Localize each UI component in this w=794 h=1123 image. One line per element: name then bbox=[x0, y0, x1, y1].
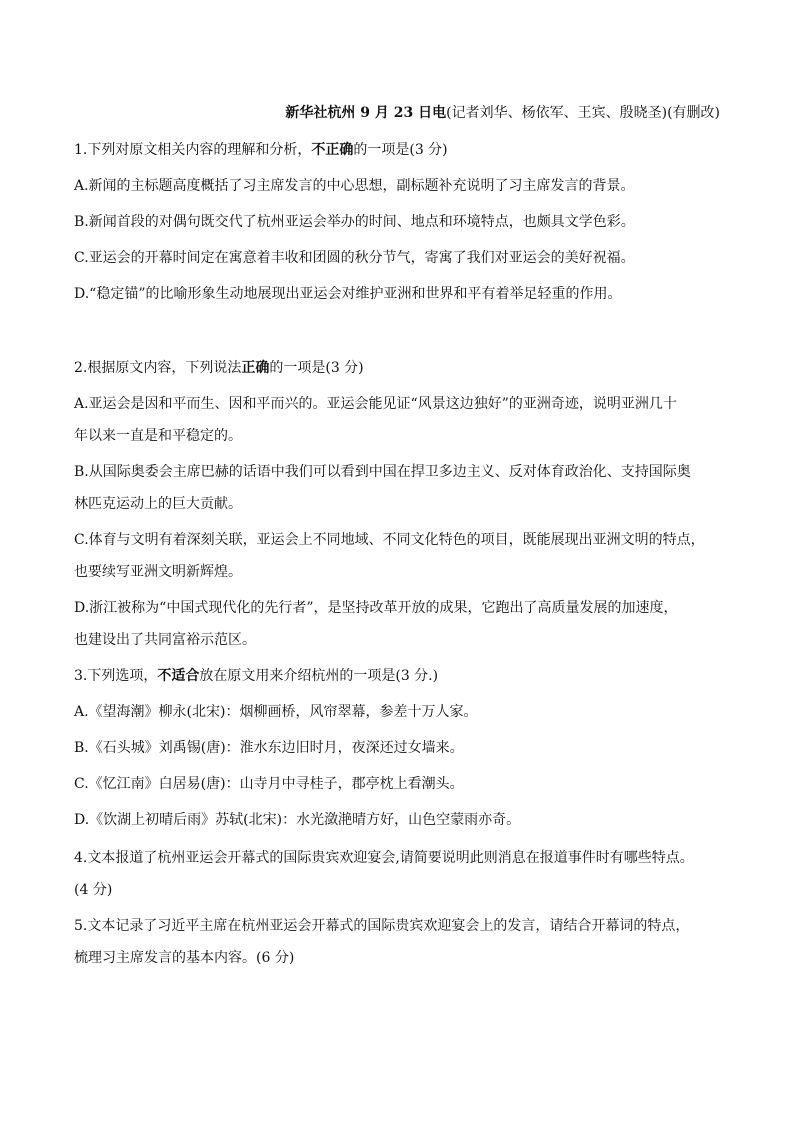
q1-option-a: A.新闻的主标题高度概括了习主席发言的中心思想，副标题补充说明了习主席发言的背景。 bbox=[74, 178, 635, 194]
news-byline: (记者刘华、杨依军、王宾、殷晓圣)(有删改) bbox=[446, 105, 720, 121]
q1-option-c: C.亚运会的开幕时间定在寓意着丰收和团圆的秋分节气，寄寓了我们对亚运会的美好祝福。 bbox=[74, 250, 635, 266]
q3-option-c: C.《忆江南》白居易(唐)：山寺月中寻桂子，郡亭枕上看潮头。 bbox=[74, 776, 464, 792]
question-stem: 2.根据原文内容，下列说法正确的一项是(3 分) bbox=[74, 360, 364, 376]
question-4: 4.文本报道了杭州亚运会开幕式的国际贵宾欢迎宴会,请简要说明此则消息在报道事件时有哪些特点。 (4 分) bbox=[74, 850, 694, 898]
question-stem: 3.下列选项，不适合放在原文用来介绍杭州的一项是(3 分.) bbox=[74, 668, 439, 684]
q3-option-b: B.《石头城》刘禹锡(唐)：淮水东边旧时月，夜深还过女墙来。 bbox=[74, 740, 464, 756]
news-source-line bbox=[285, 103, 720, 123]
news-agency: 新华社杭州 bbox=[285, 105, 356, 121]
question-5: 5.文本记录了习近平主席在杭州亚运会开幕式的国际贵宾欢迎宴会上的发言，请结合开幕词的特点， 梳理习主席发言的基本内容。(6 分) bbox=[74, 918, 690, 966]
q3-option-a: A.《望海潮》柳永(北宋)：烟柳画桥，风帘翠幕，参差十万人家。 bbox=[74, 704, 478, 720]
q1-option-d: D.“稳定锚”的比喻形象生动地展现出亚运会对维护亚洲和世界和平有着举足轻重的作用。 bbox=[74, 286, 622, 302]
q3-option-d: D.《饮湖上初晴后雨》苏轼(北宋)：水光潋滟晴方好，山色空蒙雨亦奇。 bbox=[74, 812, 521, 828]
news-date: 9 月 23 日电 bbox=[355, 105, 447, 121]
question-3 bbox=[74, 666, 734, 686]
question-stem: 1.下列对原文相关内容的理解和分析，不正确的一项是(3 分) bbox=[74, 142, 448, 158]
question-1 bbox=[74, 140, 734, 160]
q2-option-d: D.浙江被称为“中国式现代化的先行者”，是坚持改革开放的成果，它跑出了高质量发展的加速度， 也建设出了共同富裕示范区。 bbox=[74, 600, 678, 648]
q2-option-b: B.从国际奥委会主席巴赫的话语中我们可以看到中国在捍卫多边主义、反对体育政治化、支持国际奥 林匹克运动上的巨大贡献。 bbox=[74, 464, 691, 512]
q2-option-a: A.亚运会是因和平而生、因和平而兴的。亚运会能见证“风景这边独好”的亚洲奇迹，说明亚洲几十 年以来一直是和平稳定的。 bbox=[74, 396, 677, 444]
q1-option-b: B.新闻首段的对偶句既交代了杭州亚运会举办的时间、地点和环境特点，也颇具文学色彩。 bbox=[74, 214, 635, 230]
question-2 bbox=[74, 358, 734, 378]
q2-option-c: C.体育与文明有着深刻关联，亚运会上不同地域、不同文化特色的项目，既能展现出亚洲文明的特点， 也要续写亚洲文明新辉煌。 bbox=[74, 532, 705, 580]
